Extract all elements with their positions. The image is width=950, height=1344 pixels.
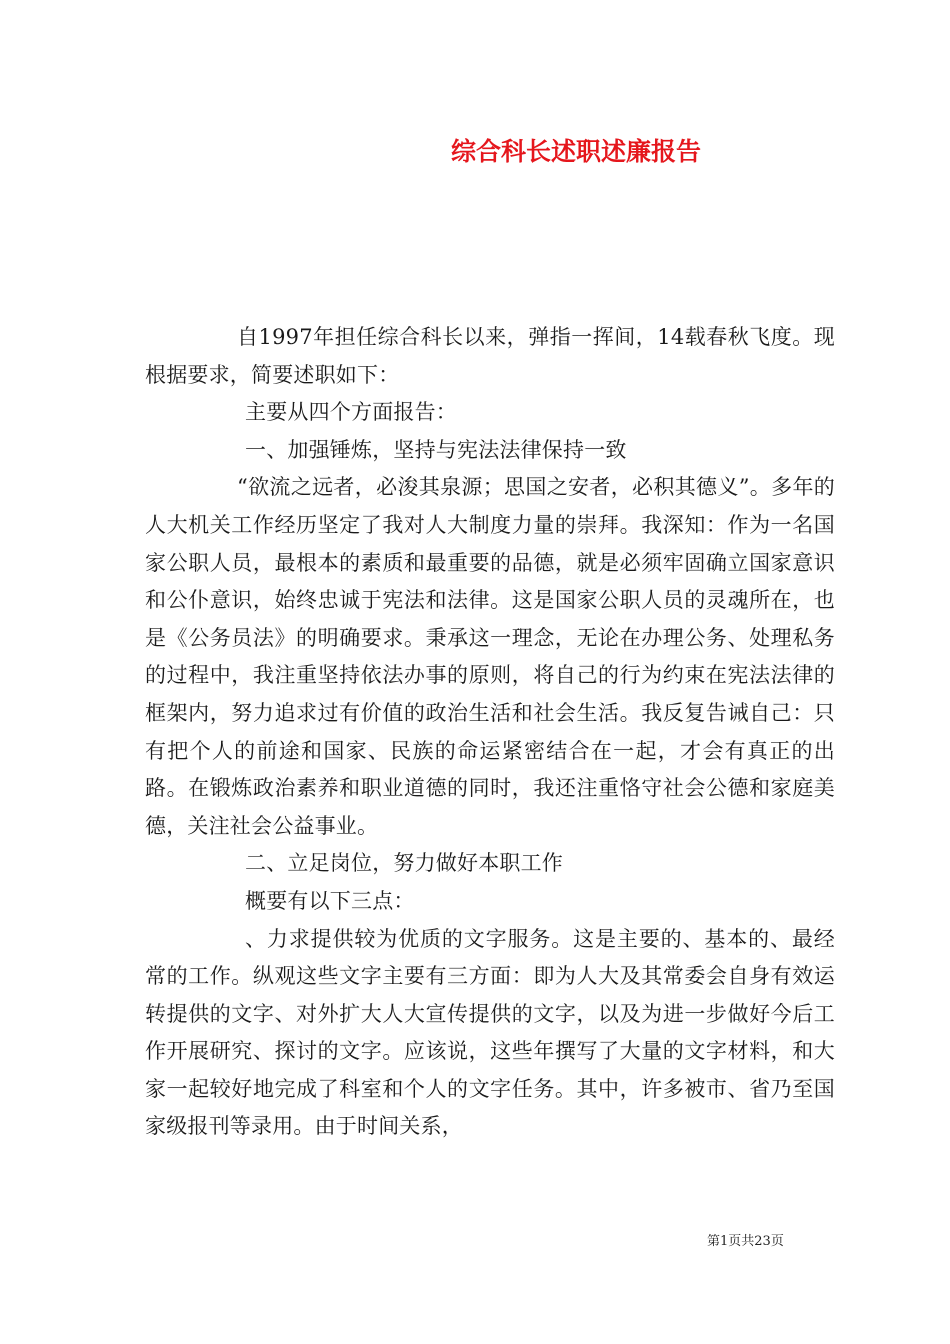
paragraph-summary-points: 概要有以下三点： [245,888,415,913]
section-heading-2: 二、立足岗位，努力做好本职工作 [245,851,563,876]
document-body [145,319,835,1146]
paragraph-intro: 自1997年担任综合科长以来，弹指一挥间，14载春秋飞度。现根据要求，简要述职如下： [145,325,835,387]
paragraph-section-1-body: “欲流之远者，必浚其泉源；思国之安者，必积其德义”。多年的人大机关工作经历坚定了我对人大制度力量的崇拜。我深知：作为一名国家公职人员，最根本的素质和最重要的品德，就是必须牢固确立国家意识和公仆意识，始终忠诚于宪法和法律。这是国家公职人员的灵魂所在，也是《公务员法》的明确要求。秉承这一理念，无论在办理公务、处理私务的过程中，我注重坚持依法办事的原则，将自己的行为约束在宪法法律的框架内，努力追求过有价值的政治生活和社会生活。我反复告诫自己：只有把个人的前途和国家、民族的命运紧密结合在一起，才会有真正的出路。在锻炼政治素养和职业道德的同时，我还注重恪守社会公德和家庭美德，关注社会公益事业。 [145,475,835,838]
section-heading-1: 一、加强锤炼，坚持与宪法法律保持一致 [245,437,627,462]
page-number: 第1页共23页 [707,1234,784,1249]
paragraph-outline: 主要从四个方面报告： [245,400,457,425]
paragraph-point-1: 、力求提供较为优质的文字服务。这是主要的、基本的、最经常的工作。纵观这些文字主要有三方面：即为人大及其常委会自身有效运转提供的文字、对外扩大人大宣传提供的文字，以及为进一步做好今后工作开展研究、探讨的文字。应该说，这些年撰写了大量的文字材料，和大家一起较好地完成了科室和个人的文字任务。其中，许多被市、省乃至国家级报刊等录用。由于时间关系， [145,926,835,1139]
document-title: 综合科长述职述廉报告 [451,137,702,166]
